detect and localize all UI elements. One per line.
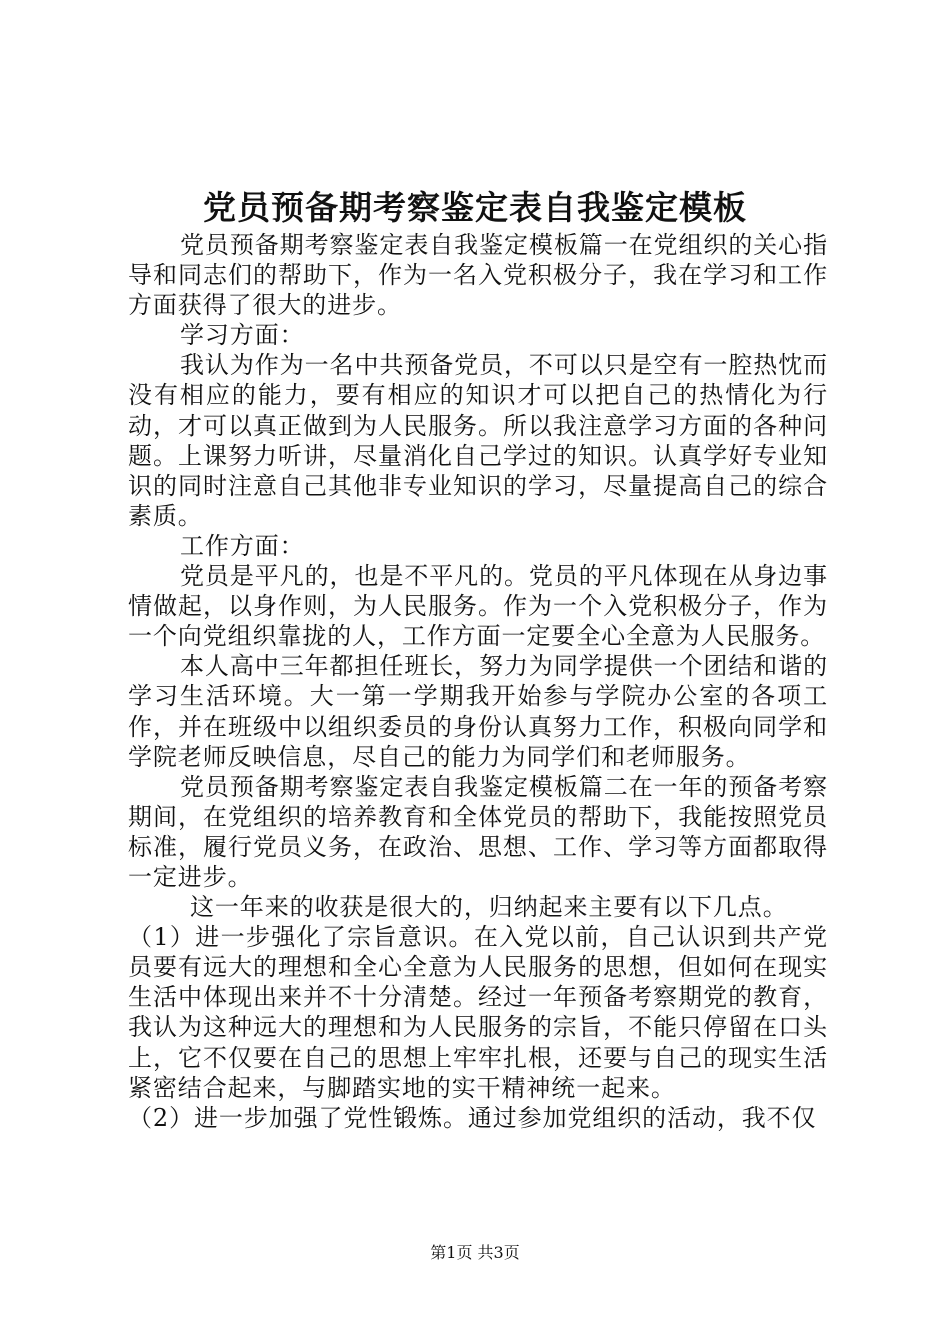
paragraph-summary: 这一年来的收获是很大的，归纳起来主要有以下几点。 <box>190 893 788 922</box>
document-title: 党员预备期考察鉴定表自我鉴定模板 <box>203 188 747 227</box>
paragraph-point-two: （2）进一步加强了党性锻炼。通过参加党组织的活动，我不仅 <box>128 1103 817 1132</box>
page-footer: 第1页 共3页 <box>430 1243 520 1262</box>
paragraph-intro: 党员预备期考察鉴定表自我鉴定模板篇一在党组织的关心指导和同志们的帮助下，作为一名入党积极分子，我在学习和工作方面获得了很大的进步。 <box>128 231 828 320</box>
heading-work: 工作方面： <box>180 531 305 560</box>
paragraph-part-two: 党员预备期考察鉴定表自我鉴定模板篇二在一年的预备考察期间，在党组织的培养教育和全体党员的帮助下，我能按照党员标准，履行党员义务，在政治、思想、工作、学习等方面都取得一定进步。 <box>128 772 828 891</box>
paragraph-study: 我认为作为一名中共预备党员，不可以只是空有一腔热忱而没有相应的能力，要有相应的知识才可以把自己的热情化为行动，才可以真正做到为人民服务。所以我注意学习方面的各种问题。上课努力听讲，尽量消化自己学过的知识。认真学好专业知识的同时注意自己其他非专业知识的学习，尽量提高自己的综合素质。 <box>128 351 828 530</box>
heading-study: 学习方面： <box>180 321 305 350</box>
paragraph-work: 党员是平凡的，也是不平凡的。党员的平凡体现在从身边事情做起，以身作则，为人民服务。作为一个入党积极分子，作为一个向党组织靠拢的人，工作方面一定要全心全意为人民服务。 <box>128 562 828 651</box>
paragraph-monitor: 本人高中三年都担任班长，努力为同学提供一个团结和谐的学习生活环境。大一第一学期我开始参与学院办公室的各项工作，并在班级中以组织委员的身份认真努力工作，积极向同学和学院老师反映信息，尽自己的能力为同学们和老师服务。 <box>128 652 828 771</box>
paragraph-point-one: （1）进一步强化了宗旨意识。在入党以前，自己认识到共产党员要有远大的理想和全心全意为人民服务的思想，但如何在现实生活中体现出来并不十分清楚。经过一年预备考察期党的教育，我认为这种远大的理想和为人民服务的宗旨，不能只停留在口头上，它不仅要在自己的思想上牢牢扎根，还要与自己的现实生活紧密结合起来，与脚踏实地的实干精神统一起来。 <box>128 923 828 1102</box>
document-body <box>128 230 828 1133</box>
